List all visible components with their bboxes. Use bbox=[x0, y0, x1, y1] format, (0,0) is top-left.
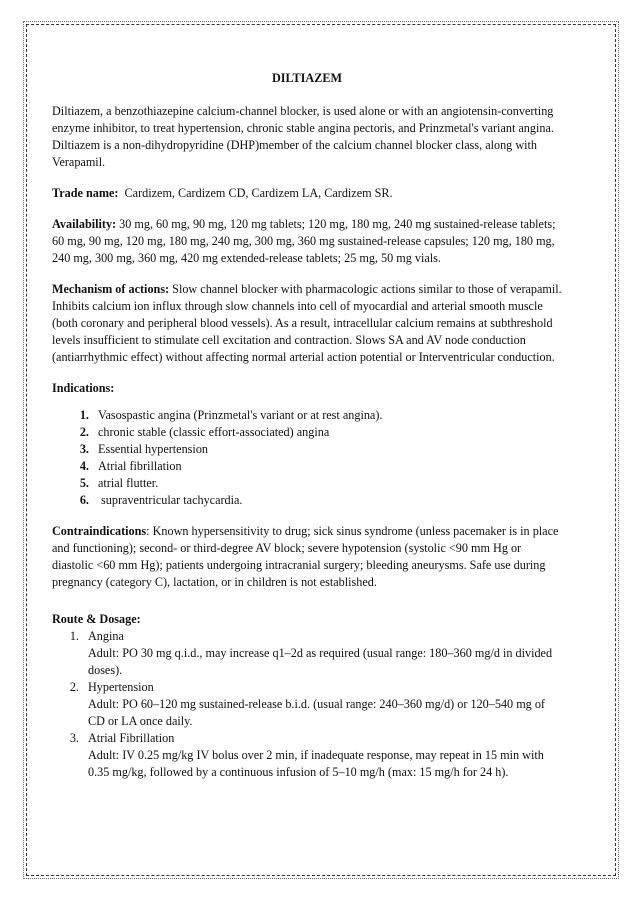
trade-name-section bbox=[52, 185, 562, 202]
mechanism-label: Mechanism of actions: bbox=[52, 282, 170, 296]
document-body bbox=[52, 70, 562, 781]
availability-label: Availability: bbox=[52, 217, 117, 231]
mechanism-text: Slow channel blocker with pharmacologic actions similar to those of verapamil. Inhibits calcium ion influx through slow channels into cell of myocardial and arterial smooth muscle (both coronary and peripheral blood vessels). As a result, intracellular calcium remains at subthreshold levels insufficient to stimulate cell excitation and contraction. Slows SA and AV node conduction (antiarrhythmic effect) without affecting normal arterial action potential or Interventricular conduction. bbox=[52, 282, 562, 364]
indications-heading bbox=[52, 380, 562, 397]
mechanism-section bbox=[52, 281, 562, 366]
contraindications-section bbox=[52, 523, 562, 591]
route-list bbox=[52, 628, 562, 781]
route-label: Route & Dosage: bbox=[52, 612, 141, 626]
route-item-name: Atrial Fibrillation bbox=[88, 731, 175, 745]
route-heading bbox=[52, 611, 562, 628]
list-item: 3. Essential hypertension bbox=[92, 441, 562, 458]
list-item: 6. supraventricular tachycardia. bbox=[92, 492, 562, 509]
route-item-name: Angina bbox=[88, 629, 124, 643]
route-item-name: Hypertension bbox=[88, 680, 154, 694]
indications-list bbox=[52, 407, 562, 509]
route-item-dose: Adult: PO 60–120 mg sustained-release b.i.d. (usual range: 240–360 mg/d) or 120–540 mg of CD or LA once daily. bbox=[88, 697, 545, 728]
list-item: 5. atrial flutter. bbox=[92, 475, 562, 492]
list-item: 2. chronic stable (classic effort-associated) angina bbox=[92, 424, 562, 441]
contraindications-text: : Known hypersensitivity to drug; sick sinus syndrome (unless pacemaker is in place and functioning); second- or third-degree AV block; severe hypotension (systolic <90 mm Hg or diastolic <60 mm Hg); patients undergoing intracranial surgery; bleeding aneurysms. Safe use during pregnancy (category C), lactation, or in children is not established. bbox=[52, 524, 559, 589]
availability-section bbox=[52, 216, 562, 267]
trade-name-text: Cardizem, Cardizem CD, Cardizem LA, Cardizem SR. bbox=[124, 186, 393, 200]
contraindications-label: Contraindications bbox=[52, 524, 147, 538]
availability-text: 30 mg, 60 mg, 90 mg, 120 mg tablets; 120 mg, 180 mg, 240 mg sustained-release tablets; 60 mg, 90 mg, 120 mg, 180 mg, 240 mg, 300 mg, 360 mg sustained-release capsules; 120 mg, 180 mg, 240 mg, 300 mg, 360 mg, 420 mg extended-release tablets; 25 mg, 50 mg vials. bbox=[52, 217, 556, 265]
list-item: 1. Vasospastic angina (Prinzmetal's variant or at rest angina). bbox=[92, 407, 562, 424]
document-title: DILTIAZEM bbox=[272, 71, 342, 85]
list-item bbox=[82, 628, 562, 679]
indications-label: Indications: bbox=[52, 381, 115, 395]
list-item bbox=[82, 730, 562, 781]
list-item bbox=[82, 679, 562, 730]
intro-paragraph: Diltiazem, a benzothiazepine calcium-channel blocker, is used alone or with an angiotensin-converting enzyme inhibitor, to treat hypertension, chronic stable angina pectoris, and Prinzmetal's variant angina. Diltiazem is a non-dihydropyridine (DHP)member of the calcium channel blocker class, along with Verapamil. bbox=[52, 104, 554, 169]
route-item-dose: Adult: PO 30 mg q.i.d., may increase q1–2d as required (usual range: 180–360 mg/d in divided doses). bbox=[88, 646, 553, 677]
trade-name-label: Trade name: bbox=[52, 186, 119, 200]
route-item-dose: Adult: IV 0.25 mg/kg IV bolus over 2 min, if inadequate response, may repeat in 15 min with 0.35 mg/kg, followed by a continuous infusion of 5–10 mg/h (max: 15 mg/h for 24 h). bbox=[88, 748, 544, 779]
list-item: 4. Atrial fibrillation bbox=[92, 458, 562, 475]
